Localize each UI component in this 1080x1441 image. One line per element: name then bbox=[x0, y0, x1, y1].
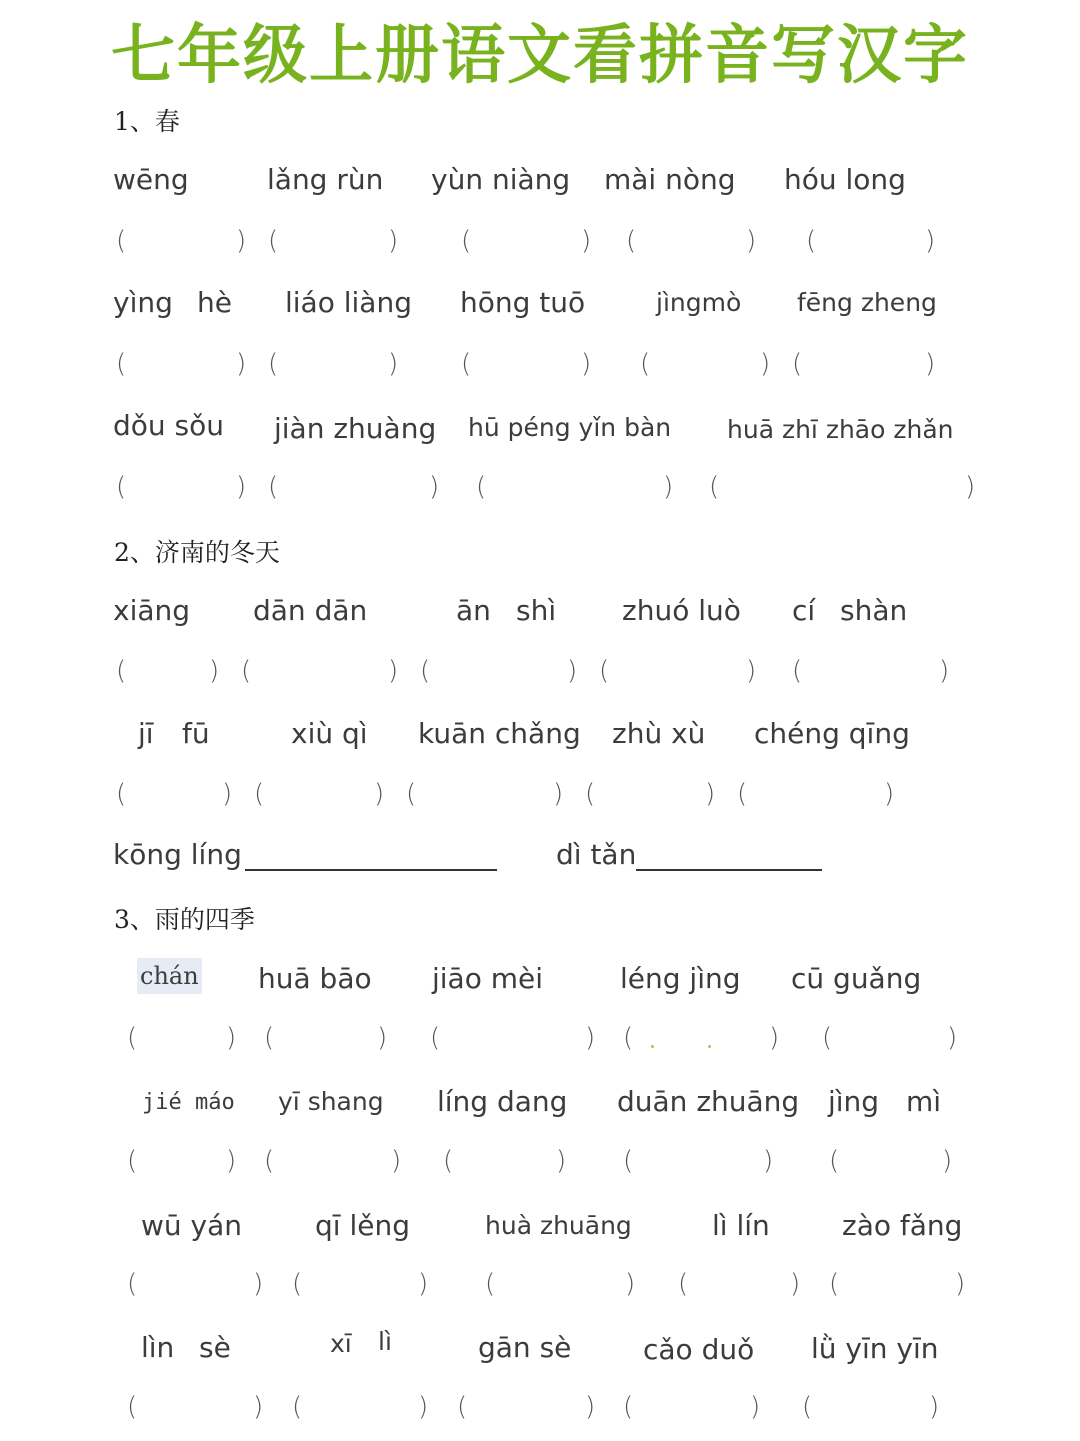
paren-open: ( bbox=[678, 1269, 689, 1299]
paren-open: ( bbox=[792, 349, 803, 379]
paren-close: ) bbox=[429, 472, 440, 502]
pinyin: lǎng rùn bbox=[267, 163, 384, 196]
paren-close: ) bbox=[705, 779, 716, 809]
pinyin: xiù qì bbox=[291, 717, 368, 750]
paren-open: ( bbox=[709, 472, 720, 502]
paren-open: ( bbox=[268, 472, 279, 502]
paren-close: ) bbox=[388, 349, 399, 379]
pinyin: shì bbox=[516, 594, 557, 627]
paren-open: ( bbox=[241, 656, 252, 686]
pinyin: zào fǎng bbox=[842, 1209, 963, 1242]
pinyin: chéng qīng bbox=[754, 717, 910, 750]
paren-close: ) bbox=[377, 1023, 388, 1053]
paren-open: ( bbox=[626, 226, 637, 256]
pinyin: gān sè bbox=[478, 1331, 572, 1364]
pinyin: dì tǎn bbox=[556, 838, 637, 871]
pinyin: huā bāo bbox=[258, 962, 372, 995]
paren-close: ) bbox=[222, 779, 233, 809]
paren-close: ) bbox=[763, 1146, 774, 1176]
paren-close: ) bbox=[388, 226, 399, 256]
section-heading-chun: 1、春 bbox=[114, 107, 180, 136]
section-heading-jinan: 2、济南的冬天 bbox=[114, 538, 280, 567]
pinyin: huà zhuāng bbox=[485, 1211, 632, 1240]
paren-close: ) bbox=[750, 1392, 761, 1422]
paren-close: ) bbox=[236, 349, 247, 379]
pinyin: lì lín bbox=[712, 1209, 770, 1242]
paren-open: ( bbox=[485, 1269, 496, 1299]
paren-close: ) bbox=[663, 472, 674, 502]
paren-close: ) bbox=[418, 1269, 429, 1299]
pinyin: liáo liàng bbox=[285, 286, 412, 319]
section-heading-yu-de-siji: 3、雨的四季 bbox=[114, 905, 255, 934]
paren-close: ) bbox=[746, 656, 757, 686]
pinyin: cǎo duǒ bbox=[643, 1333, 755, 1366]
paren-open: ( bbox=[457, 1392, 468, 1422]
pinyin: chán bbox=[137, 958, 202, 994]
paren-close: ) bbox=[769, 1023, 780, 1053]
paren-open: ( bbox=[829, 1269, 840, 1299]
paren-open: ( bbox=[127, 1269, 138, 1299]
paren-open: ( bbox=[623, 1023, 634, 1053]
paren-open: ( bbox=[585, 779, 596, 809]
pinyin: wēng bbox=[113, 163, 189, 196]
paren-open: ( bbox=[802, 1392, 813, 1422]
paren-open: ( bbox=[116, 349, 127, 379]
paren-open: ( bbox=[127, 1146, 138, 1176]
paren-close: ) bbox=[253, 1269, 264, 1299]
paren-open: ( bbox=[116, 226, 127, 256]
paren-close: ) bbox=[585, 1392, 596, 1422]
pinyin: yī shang bbox=[278, 1087, 384, 1116]
pinyin: mài nòng bbox=[604, 163, 736, 196]
paren-close: ) bbox=[581, 226, 592, 256]
paren-open: ( bbox=[829, 1146, 840, 1176]
paren-close: ) bbox=[209, 656, 220, 686]
paren-open: ( bbox=[127, 1392, 138, 1422]
paren-open: ( bbox=[792, 656, 803, 686]
paren-close: ) bbox=[253, 1392, 264, 1422]
paren-close: ) bbox=[236, 472, 247, 502]
paren-open: ( bbox=[127, 1023, 138, 1053]
paren-open: ( bbox=[623, 1146, 634, 1176]
pinyin: xiāng bbox=[113, 594, 191, 627]
pinyin: jìng bbox=[828, 1085, 880, 1118]
pinyin: hè bbox=[197, 286, 232, 319]
paren-close: ) bbox=[556, 1146, 567, 1176]
paren-close: ) bbox=[625, 1269, 636, 1299]
paren-open: ( bbox=[599, 656, 610, 686]
pinyin: jī bbox=[138, 717, 154, 750]
paren-open: ( bbox=[116, 656, 127, 686]
paren-open: ( bbox=[292, 1392, 303, 1422]
pinyin: sè bbox=[199, 1331, 231, 1364]
paren-close: ) bbox=[236, 226, 247, 256]
paren-close: ) bbox=[418, 1392, 429, 1422]
paren-close: ) bbox=[391, 1146, 402, 1176]
answer-blank bbox=[245, 868, 497, 871]
pinyin: dān dān bbox=[253, 594, 368, 627]
pinyin: qī lěng bbox=[315, 1209, 410, 1242]
paren-close: ) bbox=[746, 226, 757, 256]
answer-blank bbox=[636, 868, 822, 871]
paren-open: ( bbox=[640, 349, 651, 379]
pinyin: lìn bbox=[141, 1331, 175, 1364]
pinyin: léng jìng bbox=[620, 962, 741, 995]
paren-close: ) bbox=[925, 226, 936, 256]
pinyin: hōng tuō bbox=[460, 286, 586, 319]
paren-open: ( bbox=[461, 349, 472, 379]
pinyin: hóu long bbox=[784, 163, 906, 196]
pinyin: ān bbox=[456, 594, 491, 627]
paren-open: ( bbox=[420, 656, 431, 686]
pinyin: kōng líng bbox=[113, 838, 242, 871]
pinyin: cí bbox=[792, 594, 816, 627]
pinyin: cū guǎng bbox=[791, 962, 922, 995]
paren-open: ( bbox=[268, 226, 279, 256]
pinyin: fū bbox=[182, 717, 210, 750]
pinyin: huā zhī zhāo zhǎn bbox=[727, 415, 954, 444]
dot-mark bbox=[708, 1045, 711, 1048]
paren-open: ( bbox=[443, 1146, 454, 1176]
pinyin: duān zhuāng bbox=[617, 1085, 800, 1118]
paren-open: ( bbox=[623, 1392, 634, 1422]
paren-close: ) bbox=[929, 1392, 940, 1422]
paren-open: ( bbox=[737, 779, 748, 809]
pinyin: jiāo mèi bbox=[432, 962, 544, 995]
paren-open: ( bbox=[264, 1146, 275, 1176]
pinyin: mì bbox=[906, 1085, 942, 1118]
paren-close: ) bbox=[567, 656, 578, 686]
paren-open: ( bbox=[116, 472, 127, 502]
pinyin: kuān chǎng bbox=[418, 717, 581, 750]
pinyin: wū yán bbox=[141, 1209, 243, 1242]
paren-open: ( bbox=[254, 779, 265, 809]
pinyin: lì bbox=[378, 1327, 392, 1356]
paren-close: ) bbox=[226, 1146, 237, 1176]
paren-close: ) bbox=[790, 1269, 801, 1299]
paren-close: ) bbox=[760, 349, 771, 379]
pinyin: jìngmò bbox=[656, 288, 742, 317]
pinyin: zhuó luò bbox=[622, 594, 741, 627]
pinyin: xī bbox=[330, 1329, 352, 1358]
paren-close: ) bbox=[939, 656, 950, 686]
pinyin: shàn bbox=[840, 594, 908, 627]
page-title: 七年级上册语文看拼音写汉字 bbox=[111, 19, 969, 93]
pinyin: hū péng yǐn bàn bbox=[468, 413, 672, 442]
paren-open: ( bbox=[406, 779, 417, 809]
paren-close: ) bbox=[585, 1023, 596, 1053]
pinyin: zhù xù bbox=[612, 717, 706, 750]
paren-close: ) bbox=[947, 1023, 958, 1053]
paren-close: ) bbox=[226, 1023, 237, 1053]
pinyin: yìng bbox=[113, 286, 173, 319]
paren-close: ) bbox=[388, 656, 399, 686]
paren-open: ( bbox=[806, 226, 817, 256]
paren-open: ( bbox=[476, 472, 487, 502]
pinyin: yùn niàng bbox=[431, 163, 571, 196]
pinyin: jiàn zhuàng bbox=[274, 412, 437, 445]
paren-open: ( bbox=[430, 1023, 441, 1053]
paren-close: ) bbox=[942, 1146, 953, 1176]
paren-open: ( bbox=[268, 349, 279, 379]
pinyin: fēng zheng bbox=[797, 288, 937, 317]
paren-close: ) bbox=[955, 1269, 966, 1299]
paren-close: ) bbox=[374, 779, 385, 809]
dot-mark bbox=[651, 1045, 654, 1048]
paren-close: ) bbox=[553, 779, 564, 809]
paren-close: ) bbox=[581, 349, 592, 379]
paren-open: ( bbox=[461, 226, 472, 256]
pinyin: dǒu sǒu bbox=[113, 409, 225, 442]
paren-open: ( bbox=[822, 1023, 833, 1053]
paren-open: ( bbox=[264, 1023, 275, 1053]
paren-open: ( bbox=[116, 779, 127, 809]
paren-open: ( bbox=[292, 1269, 303, 1299]
pinyin: jié máo bbox=[142, 1090, 235, 1115]
paren-close: ) bbox=[965, 472, 976, 502]
paren-close: ) bbox=[925, 349, 936, 379]
pinyin: lǜ yīn yīn bbox=[811, 1332, 939, 1365]
pinyin: líng dang bbox=[437, 1085, 568, 1118]
paren-close: ) bbox=[884, 779, 895, 809]
